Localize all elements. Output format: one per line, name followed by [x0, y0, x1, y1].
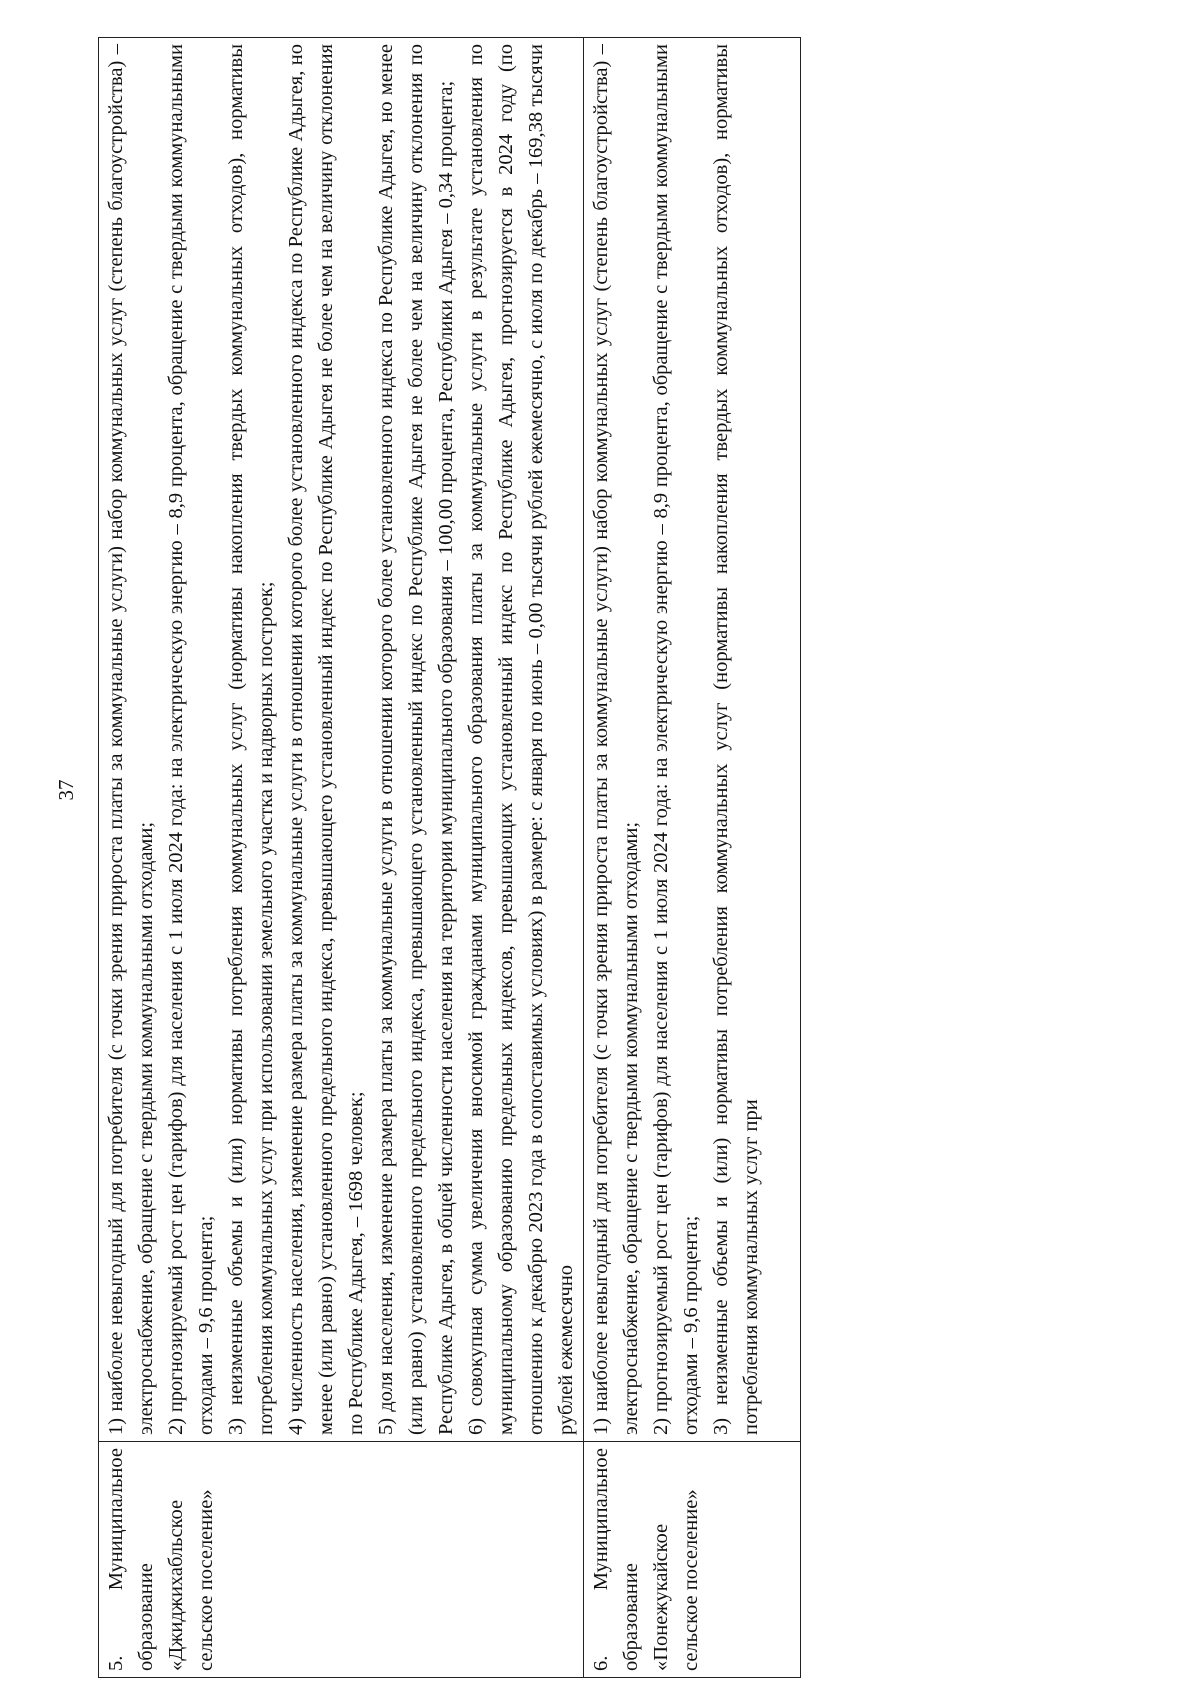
table-row	[584, 38, 801, 1678]
list-item: 4) численность населения, изменение размера платы за коммунальные услуги в отношении которого более установленного индекса по Республике Адыгея, но менее (или равно) установленного предельного индекса, превышающего установленный индекс по Республике Адыгея не более чем на величину отклонения по Республике Адыгея, – 1698 человек;	[285, 44, 367, 1435]
indicators-cell	[584, 38, 801, 1442]
list-item: 2) прогнозируемый рост цен (тарифов) для населения с 1 июля 2024 года: на электрическую энергию – 8,9 процента, обращение с твердыми коммунальными отходами – 9,6 процента;	[650, 44, 702, 1435]
list-item: 2) прогнозируемый рост цен (тарифов) для населения с 1 июля 2024 года: на электрическую энергию – 8,9 процента, обращение с твердыми коммунальными отходами – 9,6 процента;	[165, 44, 217, 1435]
list-item: 1) наиболее невыгодный для потребителя (с точки зрения прироста платы за коммунальные услуги) набор коммунальных услуг (степень благоустройства) – электроснабжение, обращение с твердыми коммунальными отходами;	[590, 44, 642, 1435]
rotated-table-container	[98, 38, 988, 1678]
list-item: 3) неизменные объемы и (или) нормативы потребления коммунальных услуг (нормативы накопления твердых коммунальных отходов), нормативы потребления коммунальных услуг при	[710, 44, 762, 1435]
cell-content	[586, 44, 796, 1435]
index-table	[98, 37, 801, 1678]
list-item: 5) доля населения, изменение размера платы за коммунальные услуги в отношении которого более установленного индекса по Республике Адыгея, но менее (или равно) установленного предельного индекса, превышающего установленный индекс по Республике Адыгея не более чем на величину отклонения по Республике Адыгея, в общей численности населения на территории муниципального образования – 100,00 процента, Республики Адыгея – 0,34 процента;	[375, 44, 457, 1435]
indicators-cell	[99, 38, 584, 1442]
page-number: 37	[54, 779, 78, 801]
table-row	[99, 38, 584, 1678]
municipality-cell: 6. Муниципальное образование «Понежукайское сельское поселение»	[584, 1442, 801, 1678]
list-item: 1) наиболее невыгодный для потребителя (с точки зрения прироста платы за коммунальные услуги) набор коммунальных услуг (степень благоустройства) – электроснабжение, обращение с твердыми коммунальными отходами;	[105, 44, 157, 1435]
list-item: 3) неизменные объемы и (или) нормативы потребления коммунальных услуг (нормативы накопления твердых коммунальных отходов), нормативы потребления коммунальных услуг при использовании земельного участка и надворных построек;	[225, 44, 277, 1435]
list-item: 6) совокупная сумма увеличения вносимой гражданами муниципального образования платы за коммунальные услуги в результате установления по муниципальному образованию предельных индексов, превышающих установленный индекс по Республике Адыгея, прогнозируется в 2024 году (по отношению к декабрю 2023 года в сопоставимых условиях) в размере: с января по июнь – 0,00 тысячи рублей ежемесячно, с июля по декабрь – 169,38 тысячи рублей ежемесячно	[465, 44, 577, 1435]
municipality-cell: 5. Муниципальное образование «Джиджихабльское сельское поселение»	[99, 1442, 584, 1678]
